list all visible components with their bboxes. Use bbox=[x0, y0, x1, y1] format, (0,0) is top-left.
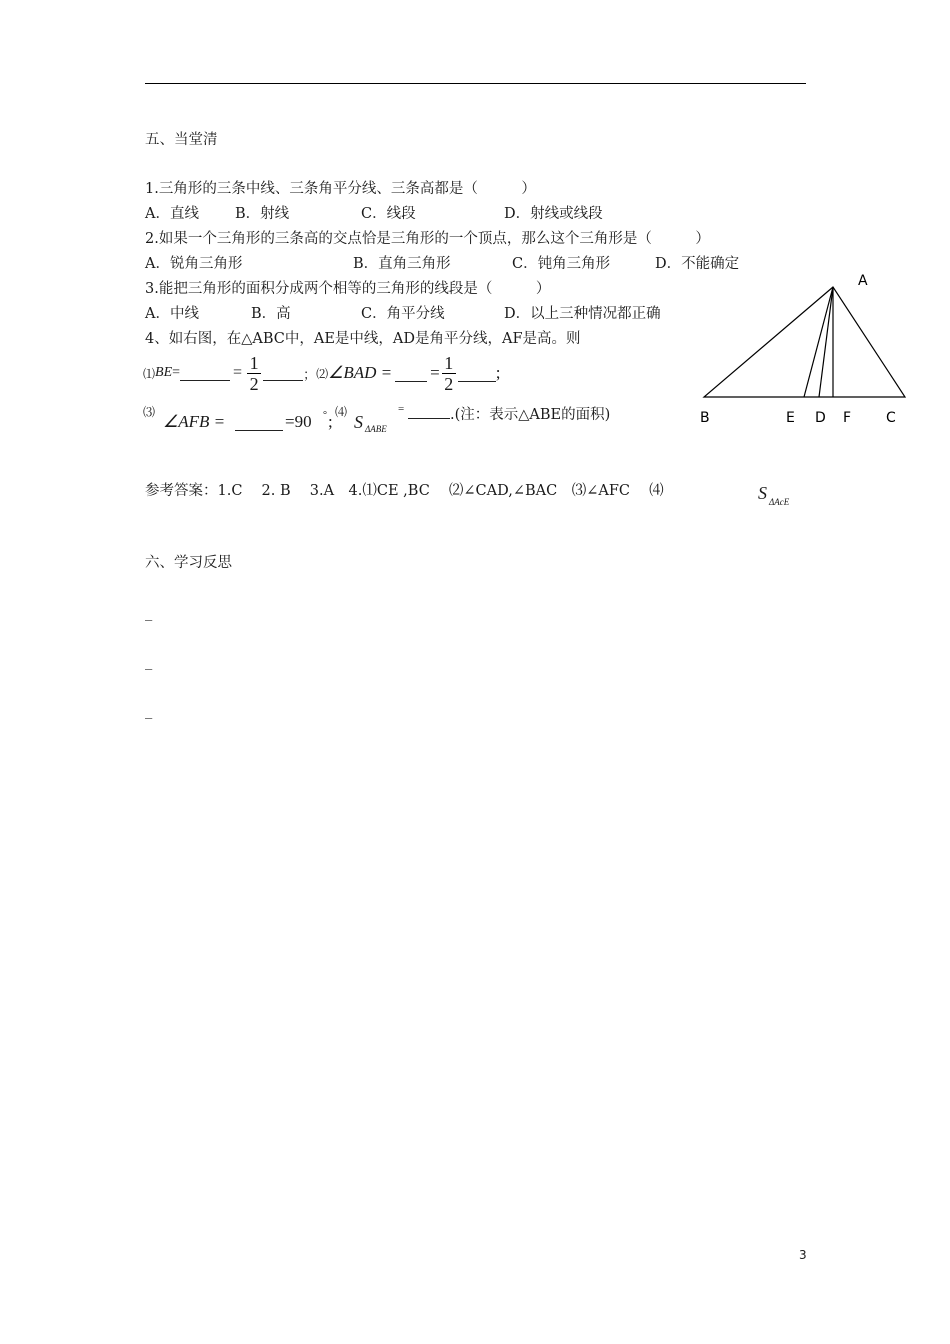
q4-p3-val: =90 bbox=[285, 412, 312, 431]
reflection-line-1[interactable]: _ bbox=[145, 605, 153, 621]
section5-title: 五、当堂清 bbox=[145, 132, 218, 148]
question-2: 2.如果一个三角形的三条高的交点恰是三角形的一个顶点，那么这个三角形是（ ） bbox=[145, 231, 710, 247]
question-1: 1.三角形的三条中线、三条角平分线、三条高都是（ ） bbox=[145, 181, 536, 197]
q3-option-d: D．以上三种情况都正确 bbox=[504, 306, 661, 322]
reflection-line-3[interactable]: _ bbox=[145, 703, 153, 719]
q4-p3-semi: ; bbox=[328, 412, 333, 431]
q4-p4-s: S bbox=[354, 412, 363, 432]
vertex-c-label: C bbox=[886, 410, 896, 425]
q4-p1-label: ⑴ bbox=[143, 366, 156, 381]
q1-option-d: D．射线或线段 bbox=[504, 206, 603, 222]
q1-option-c: C．线段 bbox=[361, 206, 416, 222]
q4-p2-frac-num: 1 bbox=[444, 352, 454, 373]
q4-p2-expr: ∠BAD = bbox=[328, 363, 393, 382]
q1-option-a: A．直线 bbox=[145, 206, 199, 222]
q4-p4-s-sub: ΔABE bbox=[365, 424, 387, 434]
point-e-label: E bbox=[786, 410, 795, 425]
bisector-ad bbox=[819, 287, 833, 397]
q4-p1-fraction bbox=[247, 353, 261, 394]
question-4: 4、如右图，在△ABC中，AE是中线，AD是角平分线，AF是高。则 bbox=[145, 331, 581, 347]
q4-p1-blank-1[interactable] bbox=[180, 366, 230, 381]
q2-option-a: A．锐角三角形 bbox=[145, 256, 243, 272]
q1-option-b: B．射线 bbox=[235, 206, 290, 222]
q2-option-d: D．不能确定 bbox=[655, 256, 740, 272]
vertex-a-label: A bbox=[858, 273, 868, 289]
q4-p3-expr: ∠AFB = bbox=[163, 412, 226, 431]
q4-p1-eq2: = bbox=[233, 364, 243, 381]
q4-p4-note: .(注：表示△ABE的面积) bbox=[450, 407, 611, 423]
q4-p2-frac-den: 2 bbox=[444, 373, 454, 394]
point-d-label: D bbox=[815, 410, 826, 425]
triangle-figure bbox=[690, 265, 920, 425]
answer-s-sub: ΔAcE bbox=[769, 497, 790, 507]
q4-p1-frac-den: 2 bbox=[249, 373, 259, 394]
q4-p1-var: BE bbox=[155, 365, 173, 380]
q4-p1-blank-2[interactable] bbox=[263, 366, 303, 381]
q4-p2-eq: = bbox=[430, 363, 440, 382]
q4-p3-blank[interactable] bbox=[235, 412, 283, 431]
vertex-b-label: B bbox=[700, 410, 710, 425]
answer-key: 参考答案：1.C 2. B 3.A 4.⑴CE ,BC ⑵∠CAD,∠BAC ⑶∠AFC ⑷ bbox=[145, 483, 664, 499]
q4-p1-eq: = bbox=[172, 365, 181, 380]
page-number: 3 bbox=[799, 1248, 807, 1262]
q4-line-1 bbox=[143, 350, 500, 396]
q4-p1-frac-num: 1 bbox=[249, 352, 259, 373]
q4-p2-semi: ; bbox=[495, 363, 501, 382]
q4-p2-fraction bbox=[442, 353, 456, 394]
q2-option-b: B．直角三角形 bbox=[353, 256, 451, 272]
q4-p2-label: ⑵ bbox=[316, 366, 329, 381]
triangle-abc bbox=[704, 287, 905, 397]
question-3: 3.能把三角形的面积分成两个相等的三角形的线段是（ ） bbox=[145, 281, 551, 297]
section6-title: 六、学习反思 bbox=[145, 555, 232, 571]
reflection-line-2[interactable]: _ bbox=[145, 654, 153, 670]
q4-p2-blank-2[interactable] bbox=[458, 365, 496, 382]
q4-p3-deg: ° bbox=[323, 410, 327, 421]
q4-p4-label: ⑷ bbox=[335, 405, 348, 419]
point-f-label: F bbox=[843, 410, 852, 425]
header-rule bbox=[145, 83, 806, 84]
q2-option-c: C．钝角三角形 bbox=[512, 256, 611, 272]
q4-p4-blank[interactable] bbox=[408, 404, 450, 419]
median-ae bbox=[804, 287, 833, 397]
q3-option-c: C．角平分线 bbox=[361, 306, 445, 322]
q4-p1-semi: ； bbox=[303, 367, 317, 383]
q4-p4-eq: = bbox=[398, 403, 405, 415]
q4-p3-label: ⑶ bbox=[143, 405, 156, 419]
q3-option-a: A．中线 bbox=[145, 306, 199, 322]
answer-s: S bbox=[758, 483, 767, 503]
q4-p2-blank-1[interactable] bbox=[395, 365, 427, 382]
q3-option-b: B．高 bbox=[251, 306, 291, 322]
